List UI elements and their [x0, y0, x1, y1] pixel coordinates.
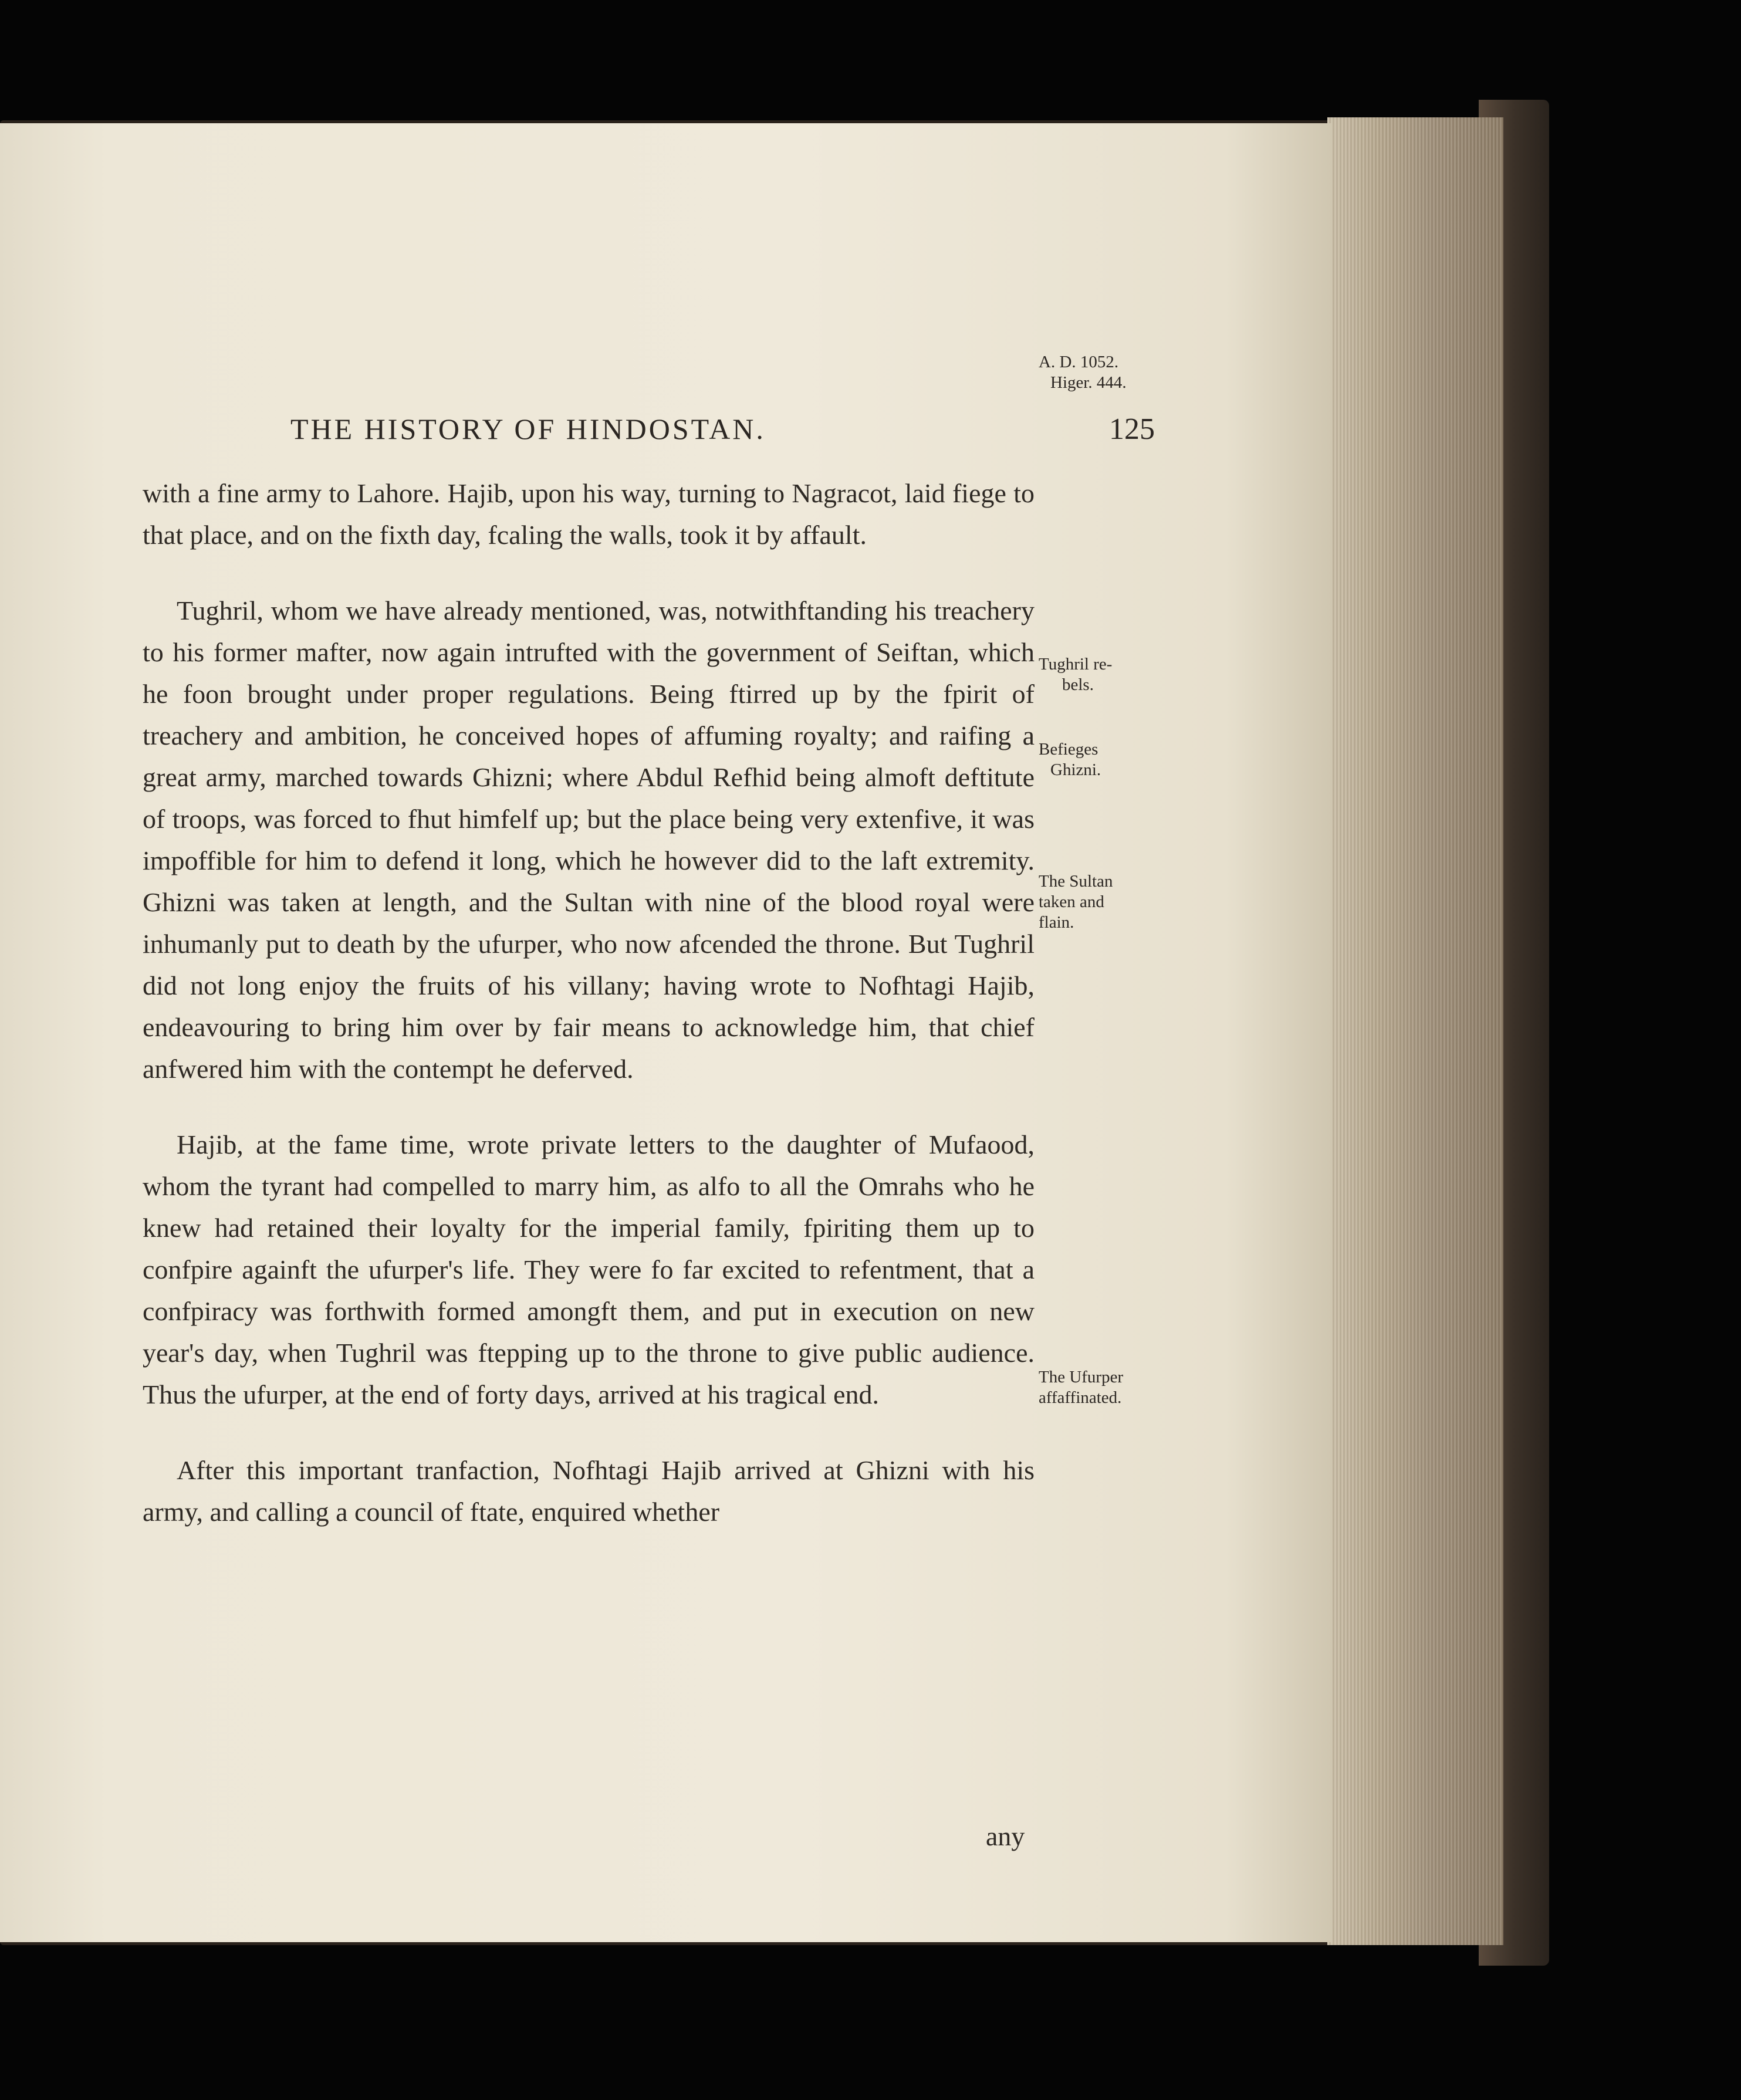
page-fore-edge	[1327, 117, 1503, 1945]
body-text	[143, 472, 1035, 1533]
book-page	[0, 123, 1332, 1942]
running-title: THE HISTORY OF HINDOSTAN.	[290, 412, 766, 445]
catchword: any	[986, 1821, 1025, 1851]
paragraph: After this important tranfaction, Nofhtagi Hajib arrived at Ghizni with his army, and calling a council of ftate, enquired whether	[143, 1455, 1035, 1527]
marginal-note-usurper: The Ufurper affaffinated.	[1039, 1368, 1124, 1407]
marginal-note-tughril-rebels: Tughril re- bels.	[1039, 655, 1113, 694]
paragraph: Tughril, whom we have already mentioned, was, notwithftanding his treachery to his former mafter, now again intrufted with the government of Seiftan, which he foon brought under proper regulations. Being ftirred up by the fpirit of treachery and ambition, he conceived hopes of affuming royalty; and raifing a great army, marched towards Ghizni; where Abdul Refhid being almoft deftitute of troops, was forced to fhut himfelf up; but the place being very extenfive, it was impoffible for him to defend it long, which he however did to the laft extremity. Ghizni was taken at length, and the Sultan with nine of the blood royal were inhumanly put to death by the ufurper, who now afcended the throne. But Tughril did not long enjoy the fruits of his villany; having wrote to Nofhtagi Hajib, endeavouring to bring him over by fair means to acknowledge him, that chief anfwered him with the contempt he deferved.	[143, 596, 1035, 1084]
paragraph: Hajib, at the fame time, wrote private letters to the daughter of Mufaood, whom the tyrant had compelled to marry him, as alfo to all the Omrahs who he knew had retained their loyalty for the imperial family, fpiriting them up to confpire againft the ufurper's life. They were fo far excited to refentment, that a confpiracy was forthwith formed amongft them, and put in execution on new year's day, when Tughril was ftepping up to the throne to give public audience. Thus the ufurper, at the end of forty days, arrived at his tragical end.	[143, 1130, 1035, 1409]
marginal-note-sultan-slain: The Sultan taken and flain.	[1039, 872, 1113, 932]
marginal-note-date: A. D. 1052. Higer. 444.	[1039, 353, 1127, 392]
paragraph: with a fine army to Lahore. Hajib, upon his way, turning to Nagracot, laid fiege to that place, and on the fixth day, fcaling the walls, took it by affault.	[143, 478, 1035, 550]
page-number: 125	[1109, 412, 1155, 446]
marginal-note-besieges: Befieges Ghizni.	[1039, 740, 1101, 779]
